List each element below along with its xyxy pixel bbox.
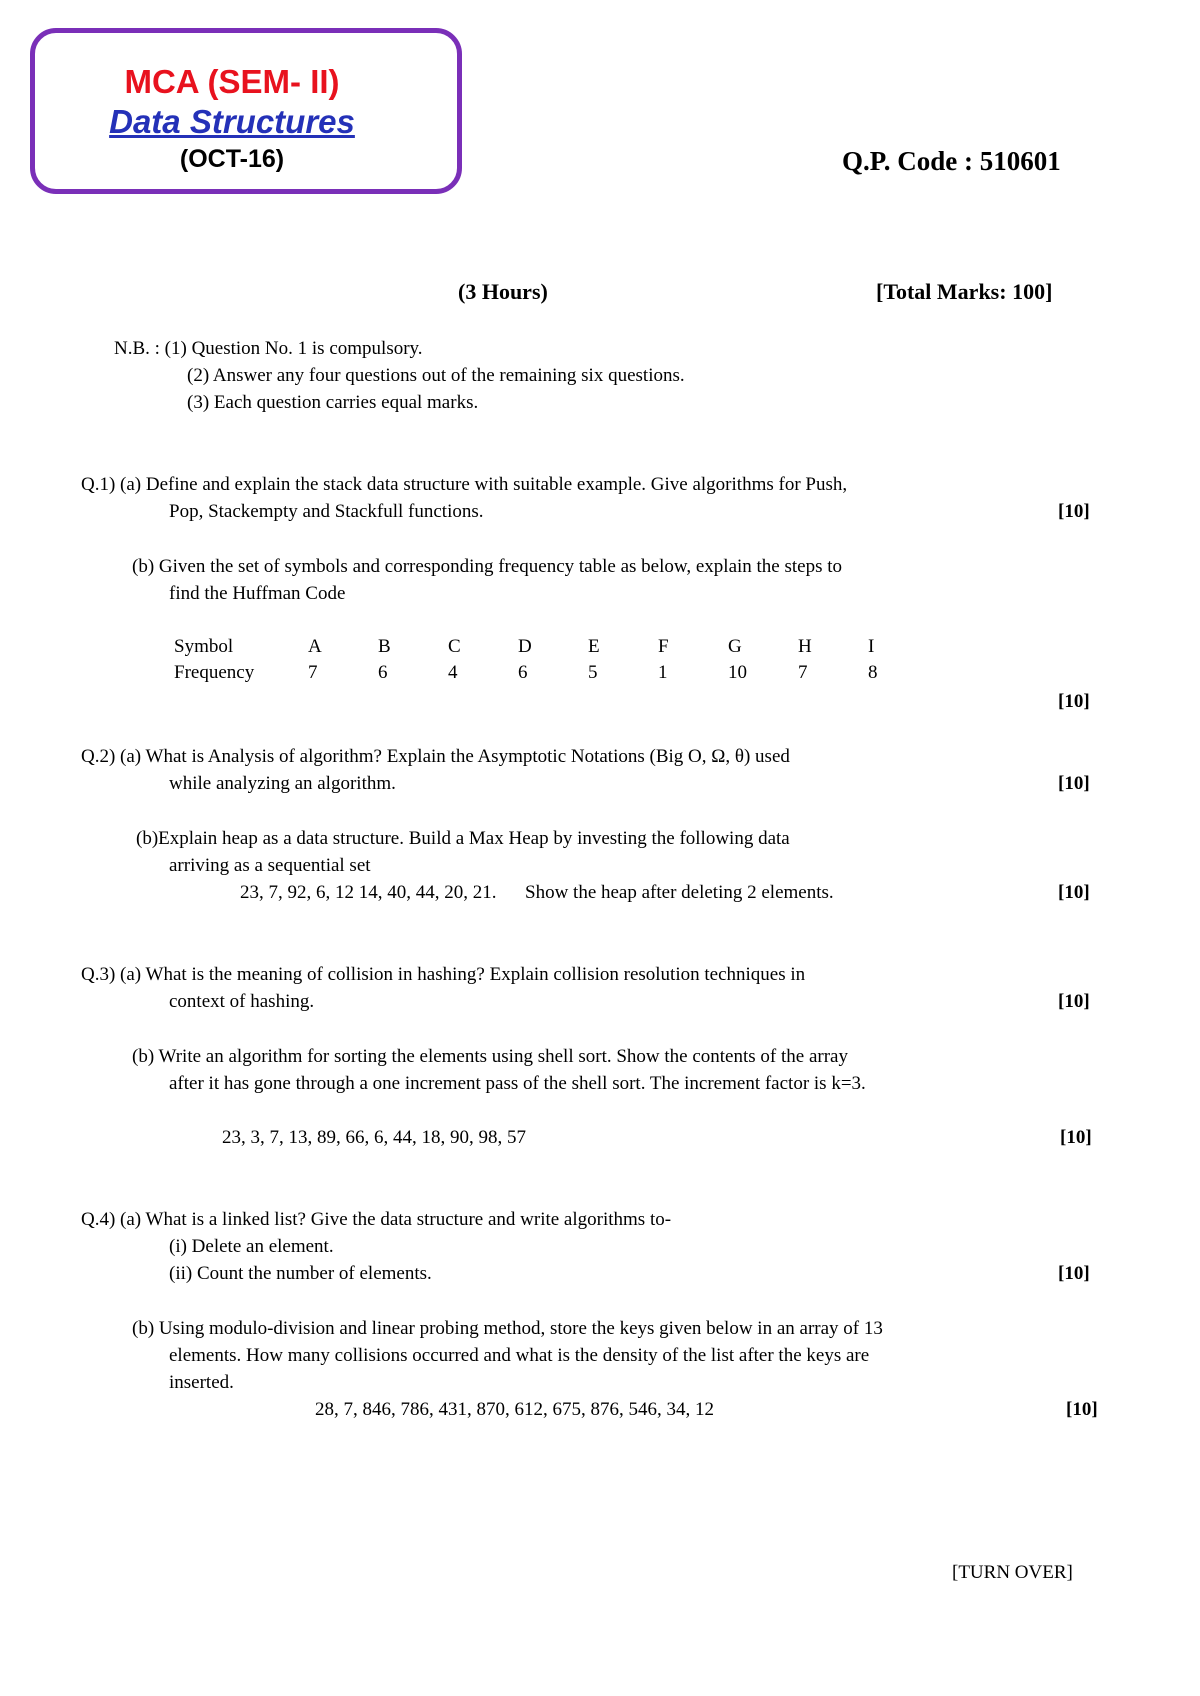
row-label-frequency: Frequency <box>174 662 255 683</box>
frequency-cell: 8 <box>868 662 878 683</box>
frequency-cell: 1 <box>658 662 668 683</box>
q2b-marks: [10] <box>1058 882 1090 903</box>
q3a-marks: [10] <box>1058 991 1090 1012</box>
turn-over-note: [TURN OVER] <box>952 1562 1073 1583</box>
symbol-cell: E <box>588 636 600 657</box>
frequency-cell: 4 <box>448 662 458 683</box>
frequency-cell: 6 <box>518 662 528 683</box>
q2b-line-3: 23, 7, 92, 6, 12 14, 40, 44, 20, 21. Show the heap after deleting 2 elements. <box>240 882 834 903</box>
table-row <box>174 660 938 686</box>
q2b-line-2: arriving as a sequential set <box>169 855 371 876</box>
q4b-line-3: inserted. <box>169 1372 234 1393</box>
q3b-line-1: (b) Write an algorithm for sorting the elements using shell sort. Show the contents of the array <box>132 1046 848 1067</box>
frequency-cell: 5 <box>588 662 598 683</box>
frequency-cell: 7 <box>308 662 318 683</box>
q3a-line-2: context of hashing. <box>169 991 315 1012</box>
q4a-marks: [10] <box>1058 1263 1090 1284</box>
q4b-line-2: elements. How many collisions occurred and what is the density of the list after the keys are <box>169 1345 870 1366</box>
course-title: MCA (SEM- II) <box>124 63 340 100</box>
nb-line-3: (3) Each question carries equal marks. <box>187 392 479 413</box>
symbol-cell: B <box>378 636 391 657</box>
nb-line-2: (2) Answer any four questions out of the remaining six questions. <box>187 365 685 386</box>
symbol-cell: A <box>308 636 322 657</box>
total-marks: [Total Marks: 100] <box>876 279 1053 304</box>
frequency-cell: 6 <box>378 662 388 683</box>
q3a-line-1: Q.3) (a) What is the meaning of collision in hashing? Explain collision resolution techniques in <box>81 964 806 985</box>
q1b-marks: [10] <box>1058 691 1090 712</box>
q3b-line-3: 23, 3, 7, 13, 89, 66, 6, 44, 18, 90, 98, 57 <box>222 1127 526 1148</box>
q4a-line-1: Q.4) (a) What is a linked list? Give the data structure and write algorithms to- <box>81 1209 672 1230</box>
q3b-marks: [10] <box>1060 1127 1092 1148</box>
q4a-line-2: (i) Delete an element. <box>169 1236 334 1257</box>
symbol-cell: D <box>518 636 532 657</box>
q2a-line-2: while analyzing an algorithm. <box>169 773 396 794</box>
q4b-line-4: 28, 7, 846, 786, 431, 870, 612, 675, 876, 546, 34, 12 <box>315 1399 714 1420</box>
symbol-cell: G <box>728 636 742 657</box>
q4b-line-1: (b) Using modulo-division and linear probing method, store the keys given below in an array of 13 <box>132 1318 883 1339</box>
nb-line-1: N.B. : (1) Question No. 1 is compulsory. <box>114 338 423 359</box>
q1a-line-2: Pop, Stackempty and Stackfull functions. <box>169 501 484 522</box>
symbol-cell: C <box>448 636 461 657</box>
symbol-cell: I <box>868 636 875 657</box>
q3b-line-2: after it has gone through a one increment pass of the shell sort. The increment factor is k=3. <box>169 1073 866 1094</box>
q2a-line-1: Q.2) (a) What is Analysis of algorithm? Explain the Asymptotic Notations (Big O, Ω, θ) used <box>81 746 790 767</box>
q4a-line-3: (ii) Count the number of elements. <box>169 1263 432 1284</box>
exam-session: (OCT-16) <box>179 145 285 173</box>
q2a-marks: [10] <box>1058 773 1090 794</box>
q1b-line-2: find the Huffman Code <box>169 583 346 604</box>
q1a-line-1: Q.1) (a) Define and explain the stack data structure with suitable example. Give algorithms for Push, <box>81 474 848 495</box>
course-badge <box>30 28 462 194</box>
table-row <box>174 634 938 660</box>
symbol-cell: H <box>798 636 812 657</box>
exam-duration: (3 Hours) <box>458 279 548 304</box>
subject-title: Data Structures <box>109 103 355 140</box>
frequency-cell: 10 <box>728 662 747 683</box>
row-label-symbol: Symbol <box>174 636 234 657</box>
qp-code: Q.P. Code : 510601 <box>842 146 1061 176</box>
q2b-line-1: (b)Explain heap as a data structure. Build a Max Heap by investing the following data <box>136 828 790 849</box>
frequency-cell: 7 <box>798 662 808 683</box>
symbol-cell: F <box>658 636 669 657</box>
q1b-line-1: (b) Given the set of symbols and corresponding frequency table as below, explain the steps to <box>132 556 843 577</box>
q1a-marks: [10] <box>1058 501 1090 522</box>
huffman-frequency-table <box>174 634 938 686</box>
q4b-marks: [10] <box>1066 1399 1098 1420</box>
